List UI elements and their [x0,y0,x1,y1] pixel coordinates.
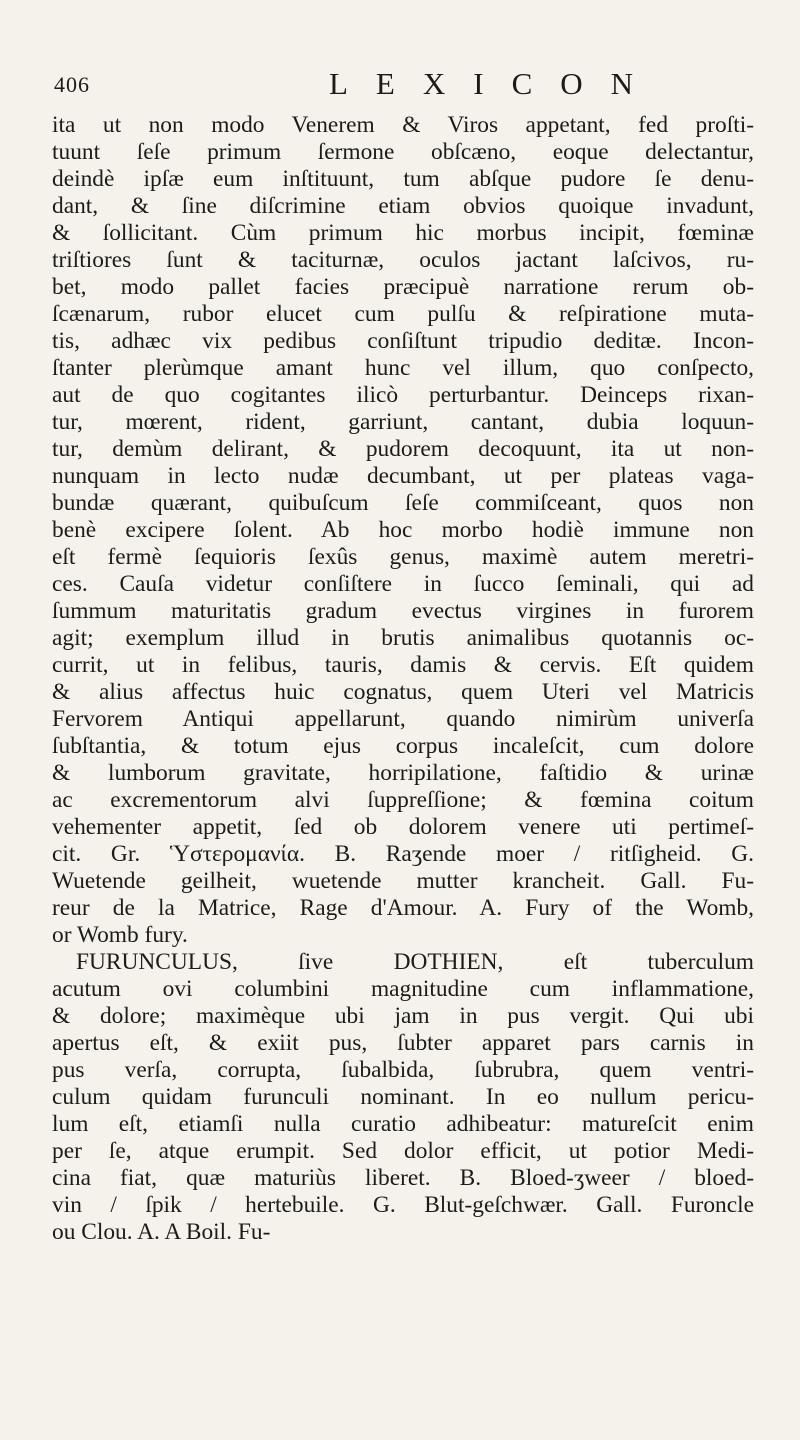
text-line: apertus eſt, & exiit pus, ſubter apparet pars carnis in [52,1030,754,1056]
text-line: agit; exemplum illud in brutis animalibus quotannis oc- [52,625,754,651]
text-line: cina fiat, quæ maturiùs liberet. B. Bloed-ʒweer / bloed- [52,1165,754,1191]
page-header [54,66,744,106]
text-line: currit, ut in felibus, tauris, damis & cervis. Eſt quidem [52,652,754,678]
text-line: or Womb fury. [52,922,188,948]
text-line: ou Clou. A. A Boil. Fu- [52,1219,271,1245]
text-line: & ſollicitant. Cùm primum hic morbus incipit, fœminæ [52,220,754,246]
text-line: tur, demùm delirant, & pudorem decoquunt, ita ut non- [52,436,754,462]
page-number: 406 [54,72,90,97]
text-line: eſt fermè ſequioris ſexûs genus, maximè autem meretri- [52,544,754,570]
text-line: ſubſtantia, & totum ejus corpus incaleſcit, cum dolore [52,733,754,759]
text-line: ces. Cauſa videtur conſiſtere in ſucco ſeminali, qui ad [52,571,754,597]
text-line: deindè ipſæ eum inſtituunt, tum abſque pudore ſe denu- [52,166,754,192]
text-line: lum eſt, etiamſi nulla curatio adhibeatur: matureſcit enim [52,1111,754,1137]
text-line: ita ut non modo Venerem & Viros appetant, fed proſti- [52,112,754,138]
text-line: & lumborum gravitate, horripilatione, faſtidio & urinæ [52,760,754,786]
text-line: tuunt ſeſe primum ſermone obſcæno, eoque delectantur, [52,139,754,165]
text-line: nunquam in lecto nudæ decumbant, ut per plateas vaga- [52,463,754,489]
text-line: & alius affectus huic cognatus, quem Uteri vel Matricis [52,679,754,705]
running-head: LEXICON [329,66,662,101]
text-line: cit. Gr. Ὑστερομανία. B. Raʒende moer / ritſigheid. G. [52,841,754,867]
text-line: culum quidam furunculi nominant. In eo nullum pericu- [52,1084,754,1110]
text-line: reur de la Matrice, Rage d'Amour. A. Fury of the Womb, [52,895,754,921]
text-line: Fervorem Antiqui appellarunt, quando nimirùm univerſa [52,706,754,732]
text-line: benè excipere ſolent. Ab hoc morbo hodiè immune non [52,517,754,543]
text-line: ac excrementorum alvi ſuppreſſione; & fœmina coitum [52,787,754,813]
text-line: & dolore; maximèque ubi jam in pus vergit. Qui ubi [52,1003,754,1029]
body-text [52,112,754,1246]
text-line: ſtanter plerùmque amant hunc vel illum, quo conſpecto, [52,355,754,381]
text-line: vehementer appetit, ſed ob dolorem venere uti pertimeſ- [52,814,754,840]
entry-heading-line: FURUNCULUS, ſive DOTHIEN, eſt tuberculum [76,949,754,975]
text-line: triſtiores ſunt & taciturnæ, oculos jactant laſcivos, ru- [52,247,754,273]
text-line: per ſe, atque erumpit. Sed dolor efficit, ut potior Medi- [52,1138,754,1164]
text-line: tis, adhæc vix pedibus conſiſtunt tripudio deditæ. Incon- [52,328,754,354]
text-line: tur, mœrent, rident, garriunt, cantant, dubia loquun- [52,409,754,435]
text-line: dant, & ſine diſcrimine etiam obvios quoique invadunt, [52,193,754,219]
text-line: bet, modo pallet facies præcipuè narratione rerum ob- [52,274,754,300]
text-line: bundæ quærant, quibuſcum ſeſe commiſceant, quos non [52,490,754,516]
text-line: ſcænarum, rubor elucet cum pulſu & reſpiratione muta- [52,301,754,327]
text-line: Wuetende geilheit, wuetende mutter krancheit. Gall. Fu- [52,868,754,894]
text-line: vin / ſpik / hertebuile. G. Blut-geſchwær. Gall. Furoncle [52,1192,754,1218]
text-line: aut de quo cogitantes ilicò perturbantur. Deinceps rixan- [52,382,754,408]
text-line: pus verſa, corrupta, ſubalbida, ſubrubra, quem ventri- [52,1057,754,1083]
text-line: ſummum maturitatis gradum evectus virgines in furorem [52,598,754,624]
text-line: acutum ovi columbini magnitudine cum inflammatione, [52,976,754,1002]
